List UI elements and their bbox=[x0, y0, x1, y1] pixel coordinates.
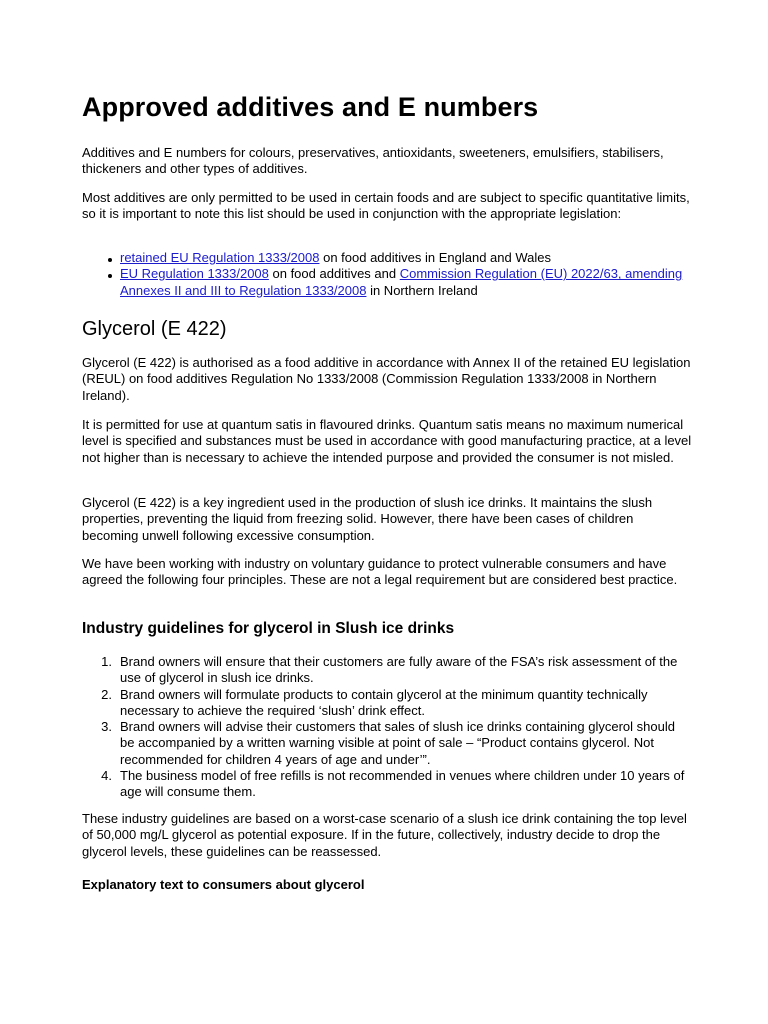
guidelines-note-paragraph: These industry guidelines are based on a worst-case scenario of a slush ice drink containing the top level of 50,000 mg/L glycerol as potential exposure. If in the future, collectively, industry decide to drop the glycerol levels, these guidelines can be reassessed. bbox=[82, 811, 687, 859]
glycerol-paragraph-3: Glycerol (E 422) is a key ingredient used in the production of slush ice drinks. It maintains the slush properties, preventing the liquid from freezing solid. However, there have been cases of children becoming unwell following excessive consumption. bbox=[82, 495, 653, 543]
glycerol-paragraph-2: It is permitted for use at quantum satis in flavoured drinks. Quantum satis means no maximum numerical level is specified and substances must be used in accordance with good manufacturing practice, at a level not higher than is necessary to achieve the intended purpose and provided the consumer is not misled. bbox=[82, 417, 692, 465]
legislation-list bbox=[82, 250, 692, 299]
list-item-text: Brand owners will advise their customers that sales of slush ice drinks containing glycerol should be accompanied by a written warning visible at point of sale – “Product contains glycerol. Not recommended for children 4 years of age and under’”. bbox=[120, 719, 675, 767]
list-item-text: Brand owners will ensure that their customers are fully aware of the FSA’s risk assessment of the use of glycerol in slush ice drinks. bbox=[120, 654, 678, 686]
eu-regulation-link[interactable]: EU Regulation 1333/2008 bbox=[120, 266, 269, 282]
glycerol-paragraph-4: We have been working with industry on voluntary guidance to protect vulnerable consumers and have agreed the following four principles. These are not a legal requirement but are considered best practice. bbox=[82, 556, 678, 588]
guidelines-heading: Industry guidelines for glycerol in Slush ice drinks bbox=[82, 620, 455, 637]
list-item bbox=[82, 719, 692, 768]
guidelines-list bbox=[82, 654, 692, 801]
list-item-text: Brand owners will formulate products to contain glycerol at the minimum quantity technically necessary to achieve the required ‘slush’ drink effect. bbox=[120, 686, 648, 718]
list-number: 3. bbox=[101, 719, 112, 735]
list-item-text: on food additives and bbox=[268, 266, 400, 282]
list-item bbox=[82, 250, 692, 266]
list-number: 2. bbox=[101, 686, 112, 702]
list-item bbox=[82, 768, 692, 801]
list-number: 1. bbox=[101, 654, 112, 669]
page-title: Approved additives and E numbers bbox=[82, 92, 539, 122]
commission-regulation-link[interactable]: Commission Regulation (EU) 2022/63, amending Annexes II and III to Regulation 1333/2008 bbox=[120, 266, 683, 298]
retained-eu-regulation-link[interactable]: retained EU Regulation 1333/2008 bbox=[120, 250, 320, 265]
list-item bbox=[82, 654, 692, 687]
list-item bbox=[82, 266, 692, 299]
list-item-text: on food additives in England and Wales bbox=[319, 250, 551, 265]
glycerol-heading: Glycerol (E 422) bbox=[82, 318, 227, 340]
list-number: 4. bbox=[101, 768, 112, 784]
intro-paragraph: Additives and E numbers for colours, preservatives, antioxidants, sweeteners, emulsifiers, stabilisers, thickeners and other types of additives. bbox=[82, 145, 664, 177]
legislation-intro-paragraph: Most additives are only permitted to be used in certain foods and are subject to specific quantitative limits, so it is important to note this list should be used in conjunction with the appropriate legislation: bbox=[82, 190, 690, 222]
list-item bbox=[82, 687, 692, 720]
explanatory-heading: Explanatory text to consumers about glycerol bbox=[82, 877, 365, 892]
list-item-text: The business model of free refills is not recommended in venues where children under 10 years of age will consume them. bbox=[120, 768, 685, 800]
glycerol-paragraph-1: Glycerol (E 422) is authorised as a food additive in accordance with Annex II of the retained EU legislation (REUL) on food additives Regulation No 1333/2008 (Commission Regulation 1333/2008 in Northern Ireland). bbox=[82, 355, 691, 403]
list-item-text: in Northern Ireland bbox=[366, 282, 478, 298]
